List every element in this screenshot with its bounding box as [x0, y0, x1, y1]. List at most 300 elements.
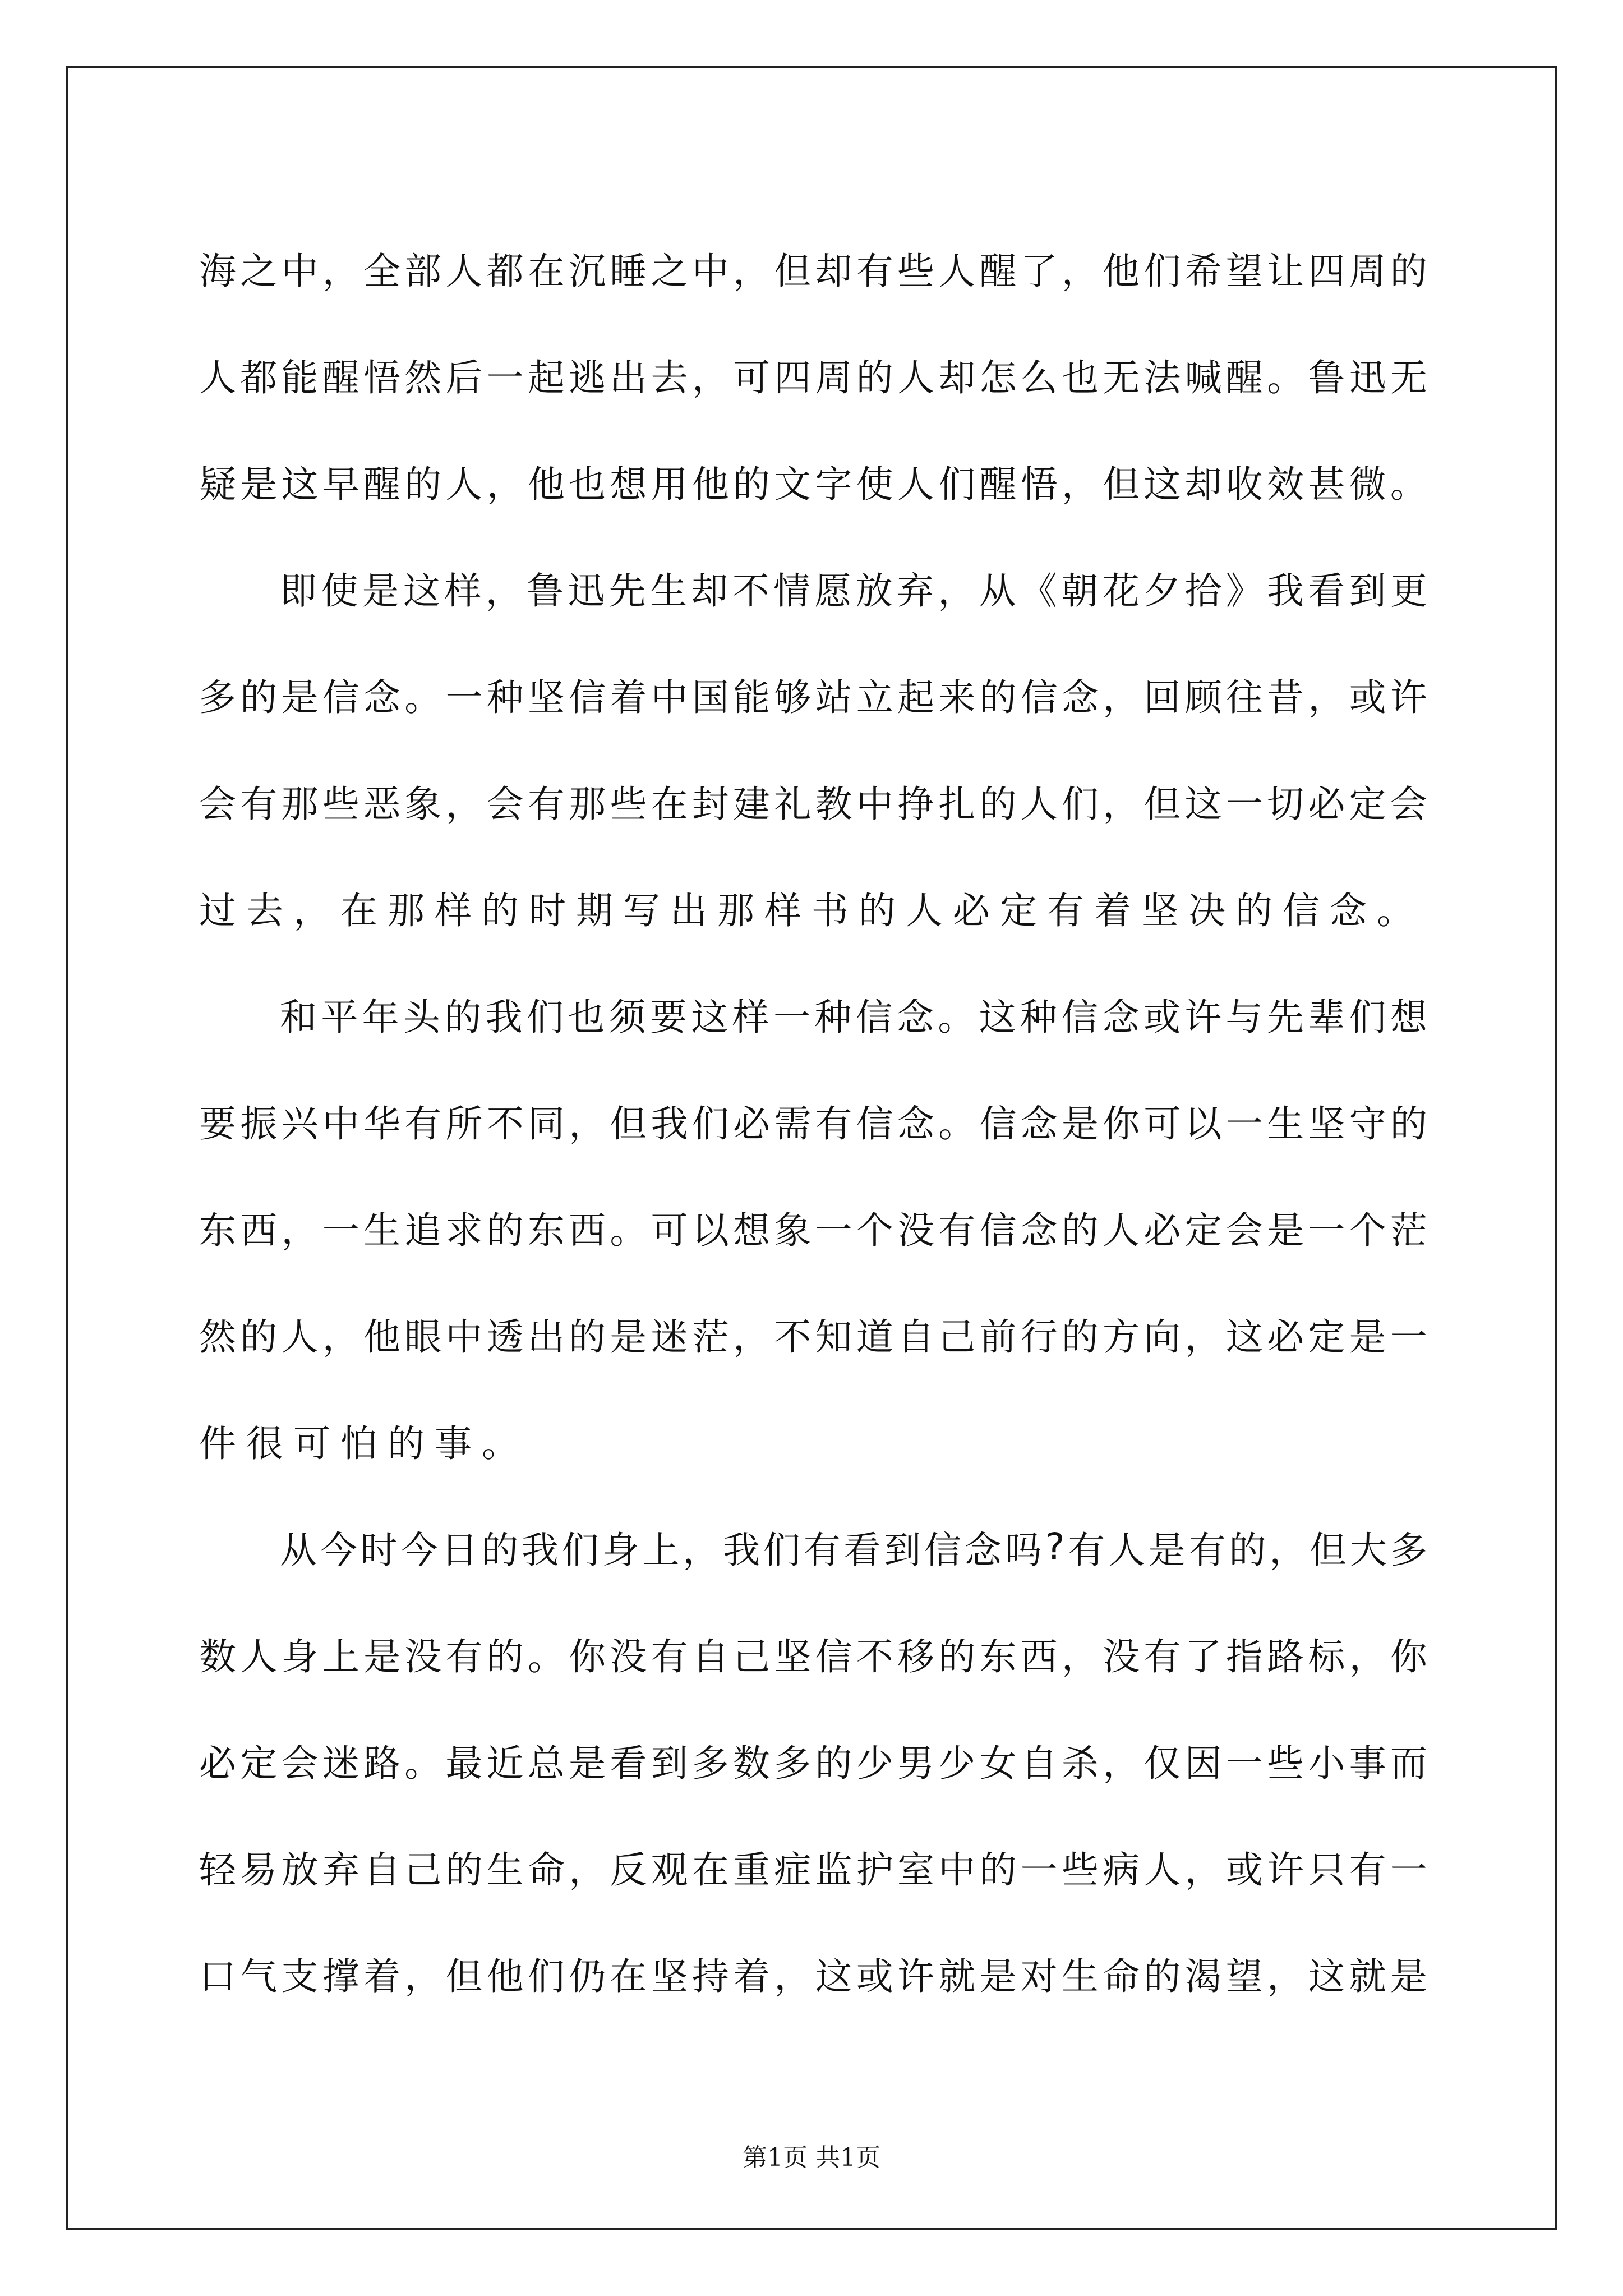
- text-char: 我: [722, 1528, 760, 1572]
- text-char: 到: [884, 1528, 921, 1572]
- text-char: 要: [649, 995, 687, 1039]
- text-char: 坚: [1308, 1102, 1345, 1145]
- text-char: 标: [1308, 1635, 1345, 1678]
- text-char: 会: [1225, 1208, 1263, 1252]
- text-char: 念: [896, 995, 934, 1039]
- text-char: 鲁: [526, 569, 564, 613]
- text-char: 更: [1390, 569, 1427, 613]
- text-char: 定: [240, 1741, 278, 1785]
- text-char: 路: [1267, 1635, 1304, 1678]
- text-char: 西: [569, 1208, 606, 1252]
- text-char: 仍: [569, 1954, 606, 1998]
- text-line: [199, 747, 1427, 854]
- text-char: 恶: [363, 782, 400, 826]
- text-char: 迅: [1349, 356, 1386, 399]
- text-char: 兴: [281, 1102, 319, 1145]
- text-char: 他: [363, 1315, 400, 1359]
- text-char: 定: [1308, 1315, 1345, 1359]
- text-char: 必: [733, 1102, 771, 1145]
- text-char: 东: [979, 1635, 1017, 1678]
- text-char: 的: [1061, 1208, 1099, 1252]
- text-char: 们: [526, 995, 564, 1039]
- text-char: 可: [651, 1208, 688, 1252]
- text-char: 时: [360, 1528, 398, 1572]
- text-line: [199, 321, 1427, 427]
- text-char: ，: [569, 1848, 606, 1892]
- text-char: 的: [979, 1848, 1017, 1892]
- text-char: 即: [280, 569, 317, 613]
- text-char: 但: [1310, 1528, 1347, 1572]
- text-char: 许: [897, 1954, 934, 1998]
- text-char: 《: [1020, 569, 1057, 613]
- text-char: 症: [774, 1848, 811, 1892]
- text-char: 会: [1390, 782, 1427, 826]
- text-char: 一: [1308, 1208, 1345, 1252]
- text-char: 到: [651, 1741, 688, 1785]
- text-char: 一: [1225, 1741, 1263, 1785]
- text-char: 象: [774, 1208, 811, 1252]
- text-char: 也: [1061, 356, 1099, 399]
- text-char: 一: [773, 995, 810, 1039]
- text-char: 在: [651, 782, 688, 826]
- text-line: [199, 1067, 1427, 1174]
- text-char: 》: [1225, 569, 1263, 613]
- text-char: 之: [651, 249, 688, 293]
- text-char: 许: [1267, 1848, 1304, 1892]
- text-char: 中: [445, 1315, 483, 1359]
- text-char: 们: [527, 1954, 565, 1998]
- text-char: 坚: [774, 1635, 811, 1678]
- text-char: 必: [1267, 1315, 1304, 1359]
- text-char: 有: [1188, 1528, 1226, 1572]
- text-char: 生: [1061, 1954, 1099, 1998]
- text-char: 人: [897, 356, 934, 399]
- text-char: 生: [1267, 1102, 1304, 1145]
- text-char: 没: [897, 1208, 934, 1252]
- text-char: 你: [1103, 1102, 1140, 1145]
- page-number-footer: 第1页 共1页: [743, 2143, 880, 2172]
- text-char: 人: [1103, 1208, 1140, 1252]
- text-char: 一: [1390, 1848, 1427, 1892]
- text-char: 辈: [1308, 995, 1345, 1039]
- text-char: 夕: [1143, 569, 1181, 613]
- text-char: ，: [1349, 1635, 1386, 1678]
- text-char: 来: [938, 675, 976, 719]
- text-char: 是: [569, 1741, 606, 1785]
- text-char: 追: [404, 1208, 442, 1252]
- text-char: 全: [363, 249, 400, 293]
- text-char: 些: [897, 249, 934, 293]
- text-char: 知: [815, 1315, 852, 1359]
- text-char: 平: [321, 995, 358, 1039]
- text-char: 能: [733, 675, 771, 719]
- text-char: 先: [1266, 995, 1304, 1039]
- text-char: 却: [1184, 462, 1222, 506]
- text-char: 的: [979, 675, 1017, 719]
- text-char: 中: [856, 782, 893, 826]
- text-line: [199, 1280, 1427, 1387]
- text-char: 着: [733, 1954, 771, 1998]
- text-char: 。: [610, 1208, 647, 1252]
- text-char: 迅: [568, 569, 605, 613]
- text-char: 小: [1308, 1741, 1345, 1785]
- text-char: 周: [1349, 249, 1386, 293]
- text-char: 念: [897, 1102, 934, 1145]
- text-char: 他: [691, 462, 729, 506]
- text-char: 上: [642, 1528, 680, 1572]
- document-body: [199, 214, 1427, 2026]
- text-char: 今: [320, 1528, 357, 1572]
- text-char: 必: [1144, 1208, 1181, 1252]
- text-char: 只: [1308, 1848, 1345, 1892]
- text-char: 的: [240, 1315, 278, 1359]
- text-char: 可: [733, 356, 771, 399]
- text-char: ，: [774, 1954, 811, 1998]
- text-char: 自: [1020, 1741, 1058, 1785]
- text-char: 反: [610, 1848, 647, 1892]
- text-char: 这: [691, 995, 728, 1039]
- text-char: 部: [404, 249, 442, 293]
- text-char: 一: [1225, 782, 1263, 826]
- text-char: 文: [774, 462, 811, 506]
- text-char: 了: [1020, 249, 1058, 293]
- text-char: 东: [199, 1208, 236, 1252]
- text-char: 的: [486, 1208, 524, 1252]
- text-char: 个: [1349, 1208, 1386, 1252]
- text-char: 顾: [1184, 675, 1222, 719]
- text-char: 的: [486, 1635, 524, 1678]
- text-char: 的: [1144, 1954, 1181, 1998]
- text-char: 这: [1144, 462, 1181, 506]
- text-char: 有: [527, 782, 565, 826]
- text-char: 却: [815, 249, 852, 293]
- text-char: ，: [1184, 1848, 1222, 1892]
- text-char: 样: [732, 995, 769, 1039]
- text-char: 东: [527, 1208, 565, 1252]
- text-char: 一: [445, 675, 483, 719]
- text-char: 些: [1267, 1741, 1304, 1785]
- text-char: 愿: [814, 569, 852, 613]
- text-char: 有: [856, 249, 893, 293]
- text-char: 命: [1103, 1954, 1140, 1998]
- text-char: 移: [897, 1635, 934, 1678]
- text-char: 些: [322, 782, 359, 826]
- text-char: 振: [240, 1102, 278, 1145]
- text-char: ，: [1269, 1528, 1307, 1572]
- text-char: 这: [281, 462, 319, 506]
- text-char: 多: [691, 1741, 729, 1785]
- text-char: 人: [199, 356, 236, 399]
- text-char: 去: [651, 356, 688, 399]
- text-char: 但: [1103, 462, 1140, 506]
- text-char: 有: [938, 1208, 976, 1252]
- text-char: 出: [610, 356, 647, 399]
- text-char: 会: [199, 782, 236, 826]
- text-char: 醒: [363, 462, 400, 506]
- text-char: 眼: [404, 1315, 442, 1359]
- text-char: 人: [938, 249, 976, 293]
- text-char: 是: [610, 1315, 647, 1359]
- text-char: 们: [561, 1528, 599, 1572]
- text-char: 的: [240, 675, 278, 719]
- text-char: 同: [527, 1102, 565, 1145]
- text-char: 想: [733, 1208, 771, 1252]
- text-char: 们: [1349, 995, 1386, 1039]
- text-char: 许: [1184, 995, 1222, 1039]
- text-char: 样: [444, 569, 482, 613]
- text-line: [199, 1813, 1427, 1920]
- text-char: 想: [1390, 995, 1427, 1039]
- text-char: 之: [240, 249, 278, 293]
- text-char: 今: [400, 1528, 438, 1572]
- text-char: 种: [486, 675, 524, 719]
- text-char: 在: [610, 1954, 647, 1998]
- text-char: 国: [691, 675, 729, 719]
- text-char: 我: [1266, 569, 1304, 613]
- text-char: 念: [964, 1528, 1002, 1572]
- text-char: ，: [1061, 1635, 1099, 1678]
- text-char: 必: [199, 1741, 236, 1785]
- text-char: 在: [691, 1848, 729, 1892]
- text-char: ，: [404, 1954, 442, 1998]
- text-char: 信: [322, 675, 359, 719]
- text-char: 有: [803, 1528, 841, 1572]
- text-char: 向: [1144, 1315, 1181, 1359]
- text-char: 想: [610, 462, 647, 506]
- text-char: 中: [281, 249, 319, 293]
- text-char: 怎: [979, 356, 1017, 399]
- text-char: 方: [1103, 1315, 1140, 1359]
- text-char: 教: [815, 782, 852, 826]
- text-char: ，: [281, 1208, 319, 1252]
- text-char: 使: [856, 462, 893, 506]
- text-char: 着: [610, 675, 647, 719]
- text-char: 头: [403, 995, 440, 1039]
- text-char: 用: [651, 462, 688, 506]
- text-char: 醒: [979, 462, 1017, 506]
- text-char: 到: [1349, 569, 1386, 613]
- text-char: ，: [1184, 1315, 1222, 1359]
- text-char: 不: [774, 1315, 811, 1359]
- text-char: 弃: [322, 1848, 359, 1892]
- text-char: 以: [691, 1208, 729, 1252]
- text-char: 醒: [1225, 356, 1263, 399]
- text-char: 有: [445, 1635, 483, 1678]
- text-char: 他: [1103, 249, 1140, 293]
- text-char: 病: [1103, 1848, 1140, 1892]
- text-char: 的: [445, 1848, 483, 1892]
- text-char: 是: [1061, 1102, 1099, 1145]
- text-line: [199, 1920, 1427, 2026]
- text-char: 指: [1225, 1635, 1263, 1678]
- text-char: 着: [363, 1954, 400, 1998]
- text-char: 你: [569, 1635, 606, 1678]
- text-char: ，: [322, 249, 359, 293]
- text-char: 周: [815, 356, 852, 399]
- text-char: 念: [1020, 1208, 1058, 1252]
- text-char: 让: [1267, 249, 1304, 293]
- text-char: 疑: [199, 462, 236, 506]
- text-char: 站: [815, 675, 852, 719]
- text-line: [199, 214, 1427, 321]
- text-line: [199, 1174, 1427, 1280]
- text-char: 近: [486, 1741, 524, 1785]
- text-char: 需: [774, 1102, 811, 1145]
- text-char: 放: [855, 569, 893, 613]
- text-char: 是: [240, 462, 278, 506]
- text-char: 逃: [569, 356, 606, 399]
- text-char: 或: [856, 1954, 893, 1998]
- text-char: ，: [1267, 1954, 1304, 1998]
- text-char: 的: [733, 462, 771, 506]
- text-char: 礼: [774, 782, 811, 826]
- text-char: 定: [1184, 1208, 1222, 1252]
- text-char: 吗: [1004, 1528, 1042, 1572]
- text-char: 的: [1390, 1102, 1427, 1145]
- text-char: 多: [1390, 1528, 1427, 1572]
- text-char: 我: [485, 995, 523, 1039]
- text-char: 迷: [651, 1315, 688, 1359]
- text-char: 们: [938, 462, 976, 506]
- text-char: ，: [322, 1315, 359, 1359]
- text-char: 看: [1308, 569, 1345, 613]
- text-char: ，: [938, 569, 975, 613]
- text-char: 西: [1020, 1635, 1058, 1678]
- text-char: 要: [199, 1102, 236, 1145]
- text-char: ，: [1103, 1741, 1140, 1785]
- text-char: 没: [404, 1635, 442, 1678]
- text-char: 己: [404, 1848, 442, 1892]
- text-char: ，: [733, 1315, 771, 1359]
- text-char: 是: [281, 675, 319, 719]
- text-char: 这: [1225, 1315, 1263, 1359]
- text-char: 的: [856, 356, 893, 399]
- text-char: 睡: [610, 249, 647, 293]
- text-char: 但: [610, 1102, 647, 1145]
- text-char: 。: [527, 1635, 565, 1678]
- text-char: 男: [897, 1741, 934, 1785]
- text-char: 杀: [1061, 1741, 1099, 1785]
- text-char: 所: [445, 1102, 483, 1145]
- text-char: 甚: [1308, 462, 1345, 506]
- text-char: 醒: [979, 249, 1017, 293]
- text-line: [199, 1706, 1427, 1813]
- text-char: 挣: [897, 782, 934, 826]
- text-char: 生: [486, 1848, 524, 1892]
- text-char: 撑: [322, 1954, 359, 1998]
- text-char: 这: [979, 995, 1016, 1039]
- text-char: 己: [938, 1315, 976, 1359]
- text-char: 四: [774, 356, 811, 399]
- text-char: 先: [608, 569, 646, 613]
- text-char: 总: [527, 1741, 565, 1785]
- text-char: 。: [404, 675, 442, 719]
- text-char: 定: [1349, 782, 1386, 826]
- text-char: 回: [1144, 675, 1181, 719]
- text-char: 。: [1390, 462, 1427, 506]
- text-char: 人: [445, 249, 483, 293]
- text-char: 但: [774, 249, 811, 293]
- text-char: 路: [363, 1741, 400, 1785]
- text-char: 望: [1225, 1954, 1263, 1998]
- text-char: 己: [733, 1635, 771, 1678]
- text-char: 有: [815, 1102, 852, 1145]
- text-char: 往: [1225, 675, 1263, 719]
- text-char: 弃: [896, 569, 934, 613]
- text-char: 效: [1267, 462, 1304, 506]
- text-char: 对: [1020, 1954, 1058, 1998]
- text-char: 信: [979, 1102, 1017, 1145]
- text-char: 这: [1184, 782, 1222, 826]
- text-char: ，: [1103, 782, 1140, 826]
- text-char: 放: [281, 1848, 319, 1892]
- text-char: ，: [1061, 249, 1099, 293]
- text-char: 有: [651, 1635, 688, 1678]
- text-char: 们: [763, 1528, 800, 1572]
- text-char: 透: [486, 1315, 524, 1359]
- text-char: 些: [1061, 1848, 1099, 1892]
- text-char: 。: [404, 1741, 442, 1785]
- text-char: 道: [856, 1315, 893, 1359]
- text-char: 监: [815, 1848, 852, 1892]
- text-char: 与: [1225, 995, 1263, 1039]
- text-char: 种: [1020, 995, 1057, 1039]
- text-char: 信: [856, 1102, 893, 1145]
- text-char: 情: [773, 569, 810, 613]
- text-char: 但: [1144, 782, 1181, 826]
- text-char: 的: [404, 462, 442, 506]
- text-char: 信: [1020, 675, 1058, 719]
- text-char: 种: [814, 995, 852, 1039]
- text-char: 花: [1102, 569, 1140, 613]
- text-char: 字: [815, 462, 852, 506]
- text-char: 前: [979, 1315, 1017, 1359]
- text-char: 是: [363, 1635, 400, 1678]
- text-char: 法: [1144, 356, 1181, 399]
- text-char: ，: [1061, 462, 1099, 506]
- text-line: [199, 1600, 1427, 1706]
- text-char: 醒: [322, 356, 359, 399]
- text-char: 口: [199, 1954, 236, 1998]
- text-char: 茫: [1390, 1208, 1427, 1252]
- text-char: 多: [774, 1741, 811, 1785]
- text-char: 信: [569, 675, 606, 719]
- text-char: 身: [602, 1528, 639, 1572]
- text-char: 。: [938, 995, 975, 1039]
- text-char: 而: [1390, 1741, 1427, 1785]
- text-char: 么: [1020, 356, 1058, 399]
- text-char: 人: [897, 462, 934, 506]
- text-char: 但: [445, 1954, 483, 1998]
- text-char: 人: [1020, 782, 1058, 826]
- text-char: 你: [1390, 1635, 1427, 1678]
- text-char: 须: [608, 995, 646, 1039]
- text-char: ?: [1045, 1525, 1065, 1568]
- text-char: 都: [486, 249, 524, 293]
- text-char: 鲁: [1308, 356, 1345, 399]
- text-line: [199, 427, 1427, 534]
- text-char: 不: [856, 1635, 893, 1678]
- text-char: 可: [1144, 1102, 1181, 1145]
- text-char: 信: [924, 1528, 961, 1572]
- text-char: 室: [897, 1848, 934, 1892]
- text-char: ，: [733, 249, 771, 293]
- text-char: ，: [691, 356, 729, 399]
- text-char: ，: [1308, 675, 1345, 719]
- text-char: 个: [856, 1208, 893, 1252]
- text-char: ，: [1103, 675, 1140, 719]
- text-char: 就: [1349, 1954, 1386, 1998]
